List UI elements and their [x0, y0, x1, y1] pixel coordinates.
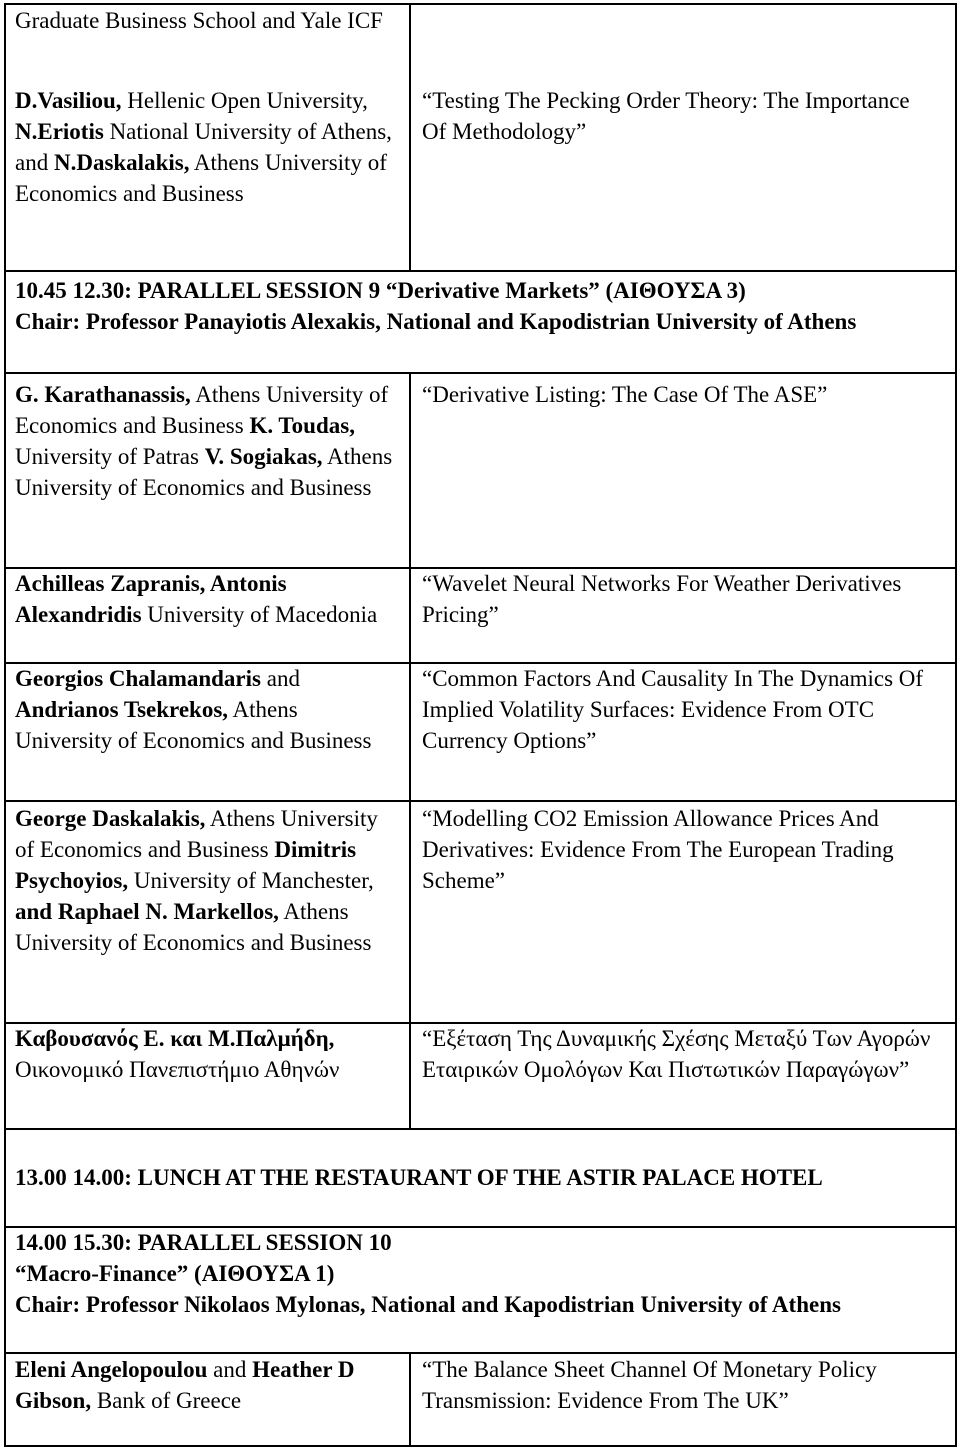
paper-1-authors	[15, 379, 400, 503]
author-affiliation: Οικονομικό Πανεπιστήμιο Αθηνών	[15, 1057, 340, 1082]
author-name: George Daskalakis,	[15, 806, 206, 831]
author-name: N.Daskalakis,	[53, 150, 190, 175]
paper-title-text: “Modelling CO2 Emission Allowance Prices And Derivatives: Evidence From The European Trading Scheme”	[422, 806, 894, 893]
row1-authors	[15, 5, 395, 36]
paper-3-authors	[15, 663, 400, 756]
author-name: Achilleas Zapranis, Antonis Alexandridis	[15, 571, 287, 627]
author-affiliation: Athens University of Economics and Business	[15, 444, 393, 500]
author-affiliation: Hellenic Open University,	[121, 88, 368, 113]
lunch-text: 13.00 14.00: LUNCH AT THE RESTAURANT OF THE ASTIR PALACE HOTEL	[15, 1165, 823, 1190]
author-name: G. Karathanassis,	[15, 382, 191, 407]
lunch-break	[15, 1162, 915, 1193]
author-affiliation: University of Patras	[15, 444, 205, 469]
table-border-left	[4, 3, 6, 1447]
session9-heading: 10.45 12.30: PARALLEL SESSION 9 “Derivative Markets” (ΑΙΘΟΥΣΑ 3)	[15, 278, 746, 303]
table-border-bottom	[4, 1445, 957, 1447]
paper-title-text: “The Balance Sheet Channel Of Monetary Policy Transmission: Evidence From The UK”	[422, 1357, 877, 1413]
paper-5-authors	[15, 1023, 400, 1085]
row-divider	[4, 270, 957, 272]
author-affiliation: Athens University of Economics and Business	[15, 899, 372, 955]
author-affiliation: Athens University of Economics and Business	[15, 806, 378, 862]
author-affiliation: and	[260, 666, 300, 691]
row1-authors-text: Graduate Business School and Yale ICF	[15, 8, 383, 33]
paper-2-authors	[15, 568, 400, 630]
paper-5-title	[422, 1023, 947, 1085]
paper-title-text: “Testing The Pecking Order Theory: The Importance Of Methodology”	[422, 88, 910, 144]
session10-theme: “Macro-Finance” (ΑΙΘΟΥΣΑ 1)	[15, 1261, 335, 1286]
column-divider	[409, 1352, 411, 1447]
author-name: Καβουσανός Ε. και Μ.Παλμήδη,	[15, 1026, 335, 1051]
author-name: Heather D Gibson,	[15, 1357, 355, 1413]
author-name: Georgios Chalamandaris	[15, 666, 261, 691]
author-affiliation: University of Macedonia	[141, 602, 378, 627]
author-name: N.Eriotis	[15, 119, 104, 144]
row-divider	[4, 800, 957, 802]
session10-paper-authors	[15, 1354, 400, 1416]
author-affiliation: Athens University of Economics and Business	[15, 382, 389, 438]
author-affiliation: National University of Athens, and	[15, 119, 392, 175]
author-name: Eleni Angelopoulou	[15, 1357, 208, 1382]
author-affiliation: Athens University of Economics and Business	[15, 150, 387, 206]
session9-chair: Chair: Professor Panayiotis Alexakis, National and Kapodistrian University of Athens	[15, 309, 857, 334]
row-divider	[4, 372, 957, 374]
session10-header	[15, 1227, 940, 1320]
paper-title-text: “Εξέταση Της Δυναμικής Σχέσης Μεταξύ Των Αγορών Εταιρικών Ομολόγων Και Πιστωτικών Παραγώγων”	[422, 1026, 931, 1082]
author-name: Raphael N. Markellos,	[52, 899, 279, 924]
author-name: Andrianos Tsekrekos,	[15, 697, 229, 722]
author-name: D.Vasiliou,	[15, 88, 122, 113]
author-name: V. Sogiakas,	[204, 444, 323, 469]
session10-paper-title	[422, 1354, 932, 1416]
row-divider	[4, 1128, 957, 1130]
author-affiliation: University of Manchester,	[128, 868, 374, 893]
table-border-right	[955, 3, 957, 1447]
author-name: Dimitris Psychoyios,	[15, 837, 357, 893]
author-affiliation: Athens University of Economics and Business	[15, 697, 372, 753]
paper-3-title	[422, 663, 947, 756]
row2-paper-title	[422, 85, 922, 147]
column-divider	[409, 372, 411, 1129]
row2-authors	[15, 85, 395, 209]
column-divider	[409, 3, 411, 271]
paper-title-text: “Derivative Listing: The Case Of The ASE”	[422, 382, 828, 407]
paper-4-authors	[15, 803, 400, 958]
author-name: K. Toudas,	[249, 413, 355, 438]
paper-1-title	[422, 379, 947, 410]
author-affiliation: and	[207, 1357, 253, 1382]
author-affiliation: Bank of Greece	[91, 1388, 242, 1413]
paper-title-text: “Common Factors And Causality In The Dynamics Of Implied Volatility Surfaces: Evidence From OTC Currency Options”	[422, 666, 924, 753]
session10-heading: 14.00 15.30: PARALLEL SESSION 10	[15, 1230, 392, 1255]
paper-title-text: “Wavelet Neural Networks For Weather Derivatives Pricing”	[422, 571, 902, 627]
session9-header	[15, 275, 940, 337]
paper-2-title	[422, 568, 947, 630]
author-conjunction: and	[15, 899, 53, 924]
session10-chair: Chair: Professor Nikolaos Mylonas, National and Kapodistrian University of Athens	[15, 1292, 841, 1317]
paper-4-title	[422, 803, 947, 896]
